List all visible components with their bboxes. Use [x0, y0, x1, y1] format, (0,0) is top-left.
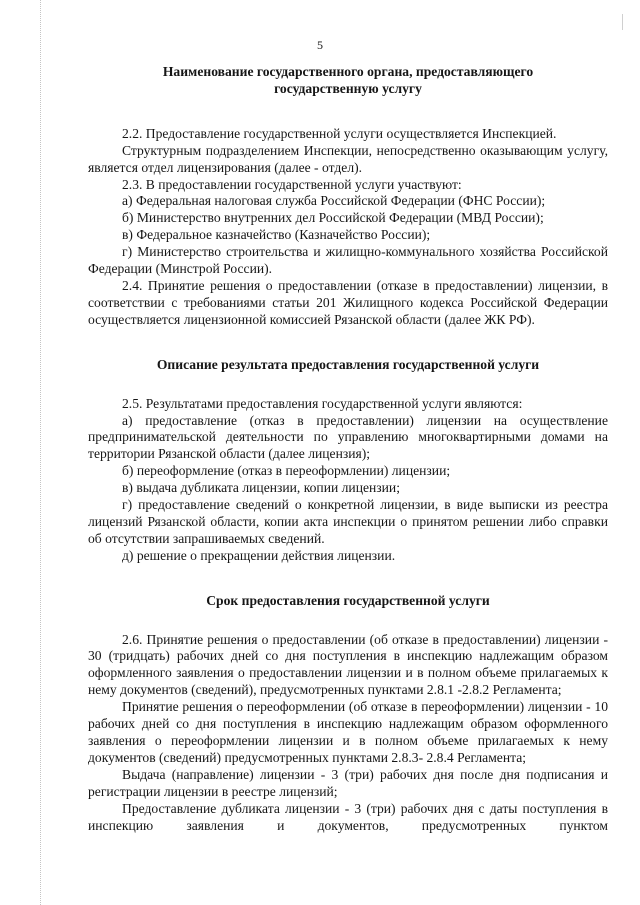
paragraph-2-4: 2.4. Принятие решения о предоставлении (отказе в предоставлении) лицензии, в соответствии с требованиями статьи 201 Жилищного кодекса Российской Федерации осуществляется лицензионной комиссией Рязанской области (далее ЖК РФ). [88, 277, 608, 327]
list-item-fns: а) Федеральная налоговая служба Российской Федерации (ФНС России); [122, 193, 546, 209]
result-item-b: б) переоформление (отказ в переоформлении) лицензии; [122, 463, 451, 479]
document-body [88, 64, 608, 834]
paragraph-duplicate-term: Предоставление дубликата лицензии - 3 (три) рабочих дня с даты поступления в инспекцию заявления и документов, предусмотренных пунктом [88, 800, 608, 833]
heading-line-1: Наименование государственного органа, предоставляющего [162, 64, 534, 79]
section-heading-authority [88, 64, 608, 98]
paragraph-2-6: 2.6. Принятие решения о предоставлении (об отказе в предоставлении) лицензии - 30 (тридцать) рабочих дней со дня поступления в инспекцию надлежащим образом оформленного заявления о предоставлении лицензии и в полном объеме прилагаемых к нему документов (сведений), предусмотренных пунктами 2.8.1 -2.8.2 Регламента; [88, 631, 608, 698]
result-item-a: а) предоставление (отказ в предоставлении) лицензии на осуществление предпринимательской деятельности по управлению многоквартирными домами на территории Рязанской области (далее лицензия); [88, 412, 608, 462]
result-item-d: д) решение о прекращении действия лицензии. [122, 547, 396, 563]
heading-line-2: государственную услугу [274, 80, 422, 96]
result-item-g: г) предоставление сведений о конкретной лицензии, в виде выписки из реестра лицензий Рязанской области, копии акта инспекции о принятом решении либо справки об отсутствии запрашиваемых сведений. [88, 497, 608, 546]
list-item-mvd: б) Министерство внутренних дел Российской Федерации (МВД России); [122, 210, 544, 226]
paragraph-structural-unit: Структурным подразделением Инспекции, непосредственно оказывающим услугу, является отдел лицензирования (далее - отдел). [88, 142, 608, 175]
paragraph-2-5: 2.5. Результатами предоставления государственной услуги являются: [122, 395, 523, 411]
paragraph-reissue-term: Принятие решения о переоформлении (об отказе в переоформлении) лицензии - 10 рабочих дней со дня поступления в инспекцию надлежащим образом оформленного заявления о переоформлении лицензии и в полном объеме прилагаемых к нему документов (сведений) предусмотренных пунктами 2.8.3- 2.8.4 Регламента; [88, 699, 608, 765]
page-number: 5 [317, 38, 323, 52]
paragraph-issue-term: Выдача (направление) лицензии - 3 (три) рабочих дня после дня подписания и регистрации лицензии в реестре лицензий; [88, 766, 608, 799]
paragraph-2-2: 2.2. Предоставление государственной услуги осуществляется Инспекцией. [122, 125, 557, 141]
list-item-minstroy: г) Министерство строительства и жилищно-коммунального хозяйства Российской Федерации (Минстрой России). [88, 244, 608, 277]
result-item-v: в) выдача дубликата лицензии, копии лицензии; [122, 480, 400, 496]
scan-edge-mark [622, 14, 623, 30]
list-item-treasury: в) Федеральное казначейство (Казначейство России); [122, 227, 431, 243]
left-margin-line [40, 0, 41, 905]
section-heading-term: Срок предоставления государственной услуги [206, 592, 490, 608]
section-heading-result: Описание результата предоставления государственной услуги [156, 356, 540, 372]
paragraph-2-3: 2.3. В предоставлении государственной услуги участвуют: [122, 176, 462, 192]
